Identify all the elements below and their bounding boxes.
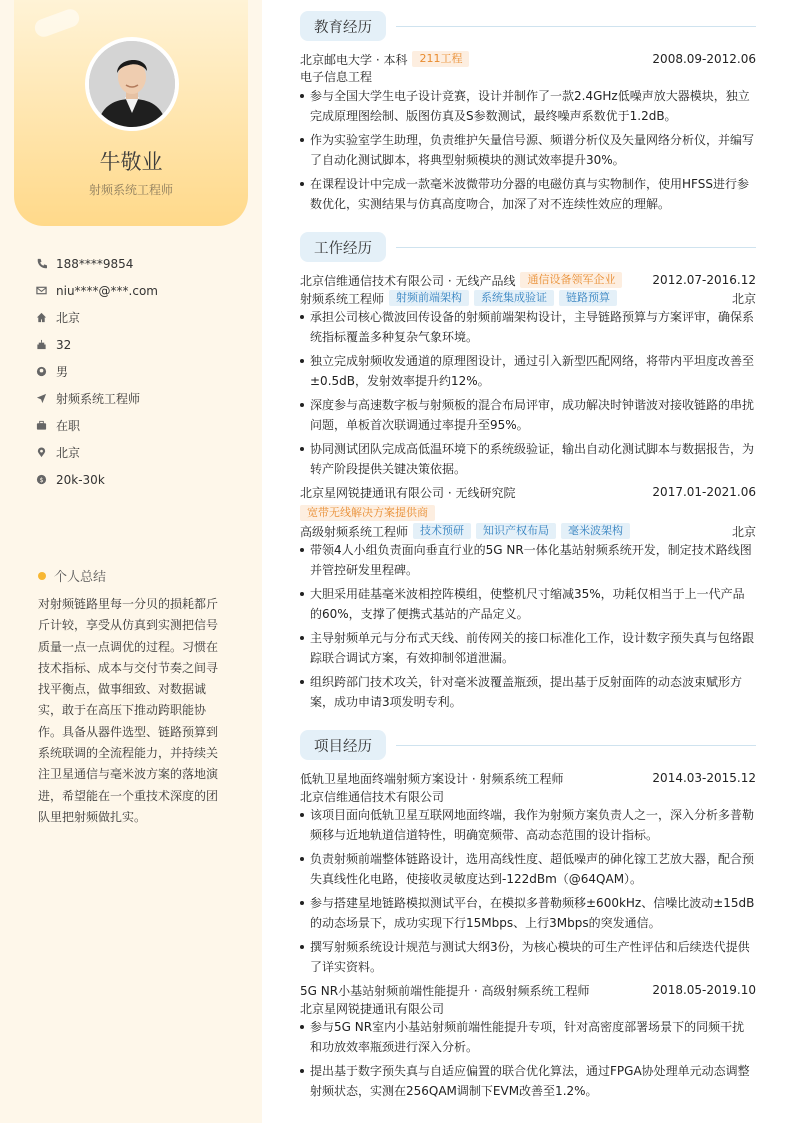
project-org: 北京星网锐捷通讯有限公司 [300, 1001, 445, 1016]
candidate-title: 射频系统工程师 [88, 183, 173, 197]
project-bullet: 提出基于数字预失真与自适应偏置的联合优化算法，通过FPGA协处理单元动态调整射频状态，实测在256QAM调制下EVM改善至1.2%。 [300, 1061, 756, 1101]
position-value: 射频系统工程师 [56, 392, 141, 406]
send-icon [36, 393, 47, 404]
city-value: 北京 [56, 311, 81, 325]
location-value: 北京 [56, 446, 81, 460]
svg-text:$: $ [39, 475, 44, 484]
skill-tag: 射频前端架构 [389, 290, 469, 306]
divider [396, 247, 756, 248]
project-name: 低轨卫星地面终端射频方案设计 · 射频系统工程师 [300, 771, 564, 786]
salary-icon [36, 474, 47, 485]
skill-tag: 技术预研 [413, 523, 471, 539]
section-heading: 工作经历 [300, 232, 386, 262]
location-pin-icon [36, 447, 47, 458]
email-value: niu****@***.com [56, 283, 158, 298]
skill-tag: 毫米波架构 [561, 523, 630, 539]
education-bullet: 在课程设计中完成一款毫米波微带功分器的电磁仿真与实物制作，使用HFSS进行参数优化，实测结果与仿真高度吻合，加深了对不连续性效应的理解。 [300, 174, 756, 214]
candidate-name: 牛敬业 [99, 150, 163, 174]
salary-value: 20k-30k [56, 472, 105, 487]
job-bullet: 组织跨部门技术攻关，针对毫米波覆盖瓶颈，提出基于反射面阵的动态波束赋形方案，成功申请3项发明专利。 [300, 672, 756, 712]
education-header [300, 50, 756, 68]
info-status [36, 412, 158, 439]
project-bullet: 参与5G NR室内小基站射频前端性能提升专项，针对高密度部署场景下的同频干扰和功放效率瓶颈进行深入分析。 [300, 1017, 756, 1057]
cake-icon [36, 339, 47, 350]
project-bullet: 撰写射频系统设计规范与测试大纲3份，为核心模块的可生产性评估和后续迭代提供了详实资料。 [300, 937, 756, 977]
project-name: 5G NR小基站射频前端性能提升 · 高级射频系统工程师 [300, 983, 590, 998]
summary-heading [38, 566, 106, 585]
info-age [36, 331, 158, 358]
school-name: 北京邮电大学 · 本科 [300, 52, 408, 67]
email-icon [36, 285, 47, 296]
job-bullet: 大胆采用硅基毫米波相控阵模组，使整机尺寸缩减35%，功耗仅相当于上一代产品的60%，支撑了便携式基站的产品定义。 [300, 584, 756, 624]
info-salary [36, 466, 158, 493]
company-tag: 通信设备领军企业 [520, 272, 622, 288]
contact-info-list [36, 250, 158, 493]
education-major [300, 67, 756, 85]
age-value: 32 [56, 337, 72, 352]
sidebar [0, 0, 262, 1123]
company-tag: 宽带无线解决方案提供商 [300, 505, 435, 521]
project-org: 北京信维通信技术有限公司 [300, 789, 445, 804]
job-bullet: 深度参与高速数字板与射频板的混合布局评审，成功解决时钟谐波对接收链路的串扰问题，单板首次联调通过率提升至95%。 [300, 395, 756, 435]
company-name: 北京信维通信技术有限公司 · 无线产品线 [300, 273, 516, 288]
project-period: 2018.05-2019.10 [652, 983, 756, 997]
job-role-row [300, 522, 756, 540]
info-position [36, 385, 158, 412]
project-org-row [300, 787, 756, 805]
major-name: 电子信息工程 [300, 69, 373, 84]
job-header [300, 271, 756, 289]
job-role: 射频系统工程师 [300, 291, 385, 306]
section-heading: 教育经历 [300, 11, 386, 41]
project-bullet: 负责射频前端整体链路设计，选用高线性度、超低噪声的砷化镓工艺放大器，配合预失真线性化电路，使接收灵敏度达到-122dBm（@64QAM）。 [300, 849, 756, 889]
gender-value: 男 [56, 365, 69, 379]
job-bullet: 独立完成射频收发通道的原理图设计，通过引入新型匹配网络，将带内平坦度改善至±0.5dB，发射效率提升约12%。 [300, 351, 756, 391]
job-city: 北京 [731, 291, 756, 306]
avatar [85, 37, 179, 131]
project-header [300, 769, 756, 787]
job-header [300, 483, 756, 501]
education-period: 2008.09-2012.06 [652, 52, 756, 66]
section-projects [300, 730, 756, 760]
phone-icon [36, 258, 47, 269]
section-education [300, 11, 756, 41]
skill-tag: 链路预算 [559, 290, 617, 306]
info-phone [36, 250, 158, 277]
company-name: 北京星网锐捷通讯有限公司 · 无线研究院 [300, 485, 516, 500]
info-city [36, 304, 158, 331]
project-bullet: 参与搭建星地链路模拟测试平台，在模拟多普勒频移±600kHz、信噪比波动±15dB的动态场景下，成功实现下行15Mbps、上行3Mbps的突发通信。 [300, 893, 756, 933]
project-org-row [300, 999, 756, 1017]
phone-value: 188****9854 [56, 256, 134, 271]
project-bullet: 该项目面向低轨卫星互联网地面终端，我作为射频方案负责人之一，深入分析多普勒频移与近地轨道信道特性，明确宽频带、高动态范围的设计指标。 [300, 805, 756, 845]
skill-tag: 系统集成验证 [474, 290, 554, 306]
summary-text: 对射频链路里每一分贝的损耗都斤斤计较，享受从仿真到实测把信号质量一点一点调优的过程。习惯在技术指标、成本与交付节奏之间寻找平衡点，做事细致、对数据诚实，敢于在高压下推动跨职能协作。具备从器件选型、链路预算到系统联调的全流程能力，并持续关注卫星通信与毫米波方案的落地演进，希望能在一个重技术深度的团队里把射频做扎实。 [38, 597, 219, 824]
job-bullet: 带领4人小组负责面向垂直行业的5G NR一体化基站射频系统开发，制定技术路线图并管控研发里程碑。 [300, 540, 756, 580]
company-tag-row [300, 504, 756, 522]
school-tag: 211工程 [412, 51, 469, 67]
info-location [36, 439, 158, 466]
job-bullet: 协同测试团队完成高低温环境下的系统级验证，输出自动化测试脚本与数据报告，为转产阶段提供关键决策依据。 [300, 439, 756, 479]
education-bullet: 参与全国大学生电子设计竞赛，设计并制作了一款2.4GHz低噪声放大器模块，独立完成原理图绘制、版图仿真及S参数测试，最终噪声系数优于1.2dB。 [300, 86, 756, 126]
profile-header [14, 0, 248, 226]
summary-heading-label: 个人总结 [54, 570, 107, 585]
bullet-dot-icon [38, 572, 46, 580]
job-role-row [300, 289, 756, 307]
project-period: 2014.03-2015.12 [652, 771, 756, 785]
job-bullet: 承担公司核心微波回传设备的射频前端架构设计，主导链路预算与方案评审，确保系统指标覆盖多种复杂气象环境。 [300, 307, 756, 347]
section-heading: 项目经历 [300, 730, 386, 760]
job-role: 高级射频系统工程师 [300, 524, 409, 539]
divider [396, 745, 756, 746]
job-period: 2017.01-2021.06 [652, 485, 756, 499]
divider [396, 26, 756, 27]
decorative-shape [32, 7, 81, 40]
project-header [300, 981, 756, 999]
info-email [36, 277, 158, 304]
skill-tag: 知识产权布局 [476, 523, 556, 539]
info-gender [36, 358, 158, 385]
section-work [300, 232, 756, 262]
briefcase-icon [36, 420, 47, 431]
education-bullet: 作为实验室学生助理，负责维护矢量信号源、频谱分析仪及矢量网络分析仪，并编写了自动化测试脚本，将典型射频模块的测试效率提升30%。 [300, 130, 756, 170]
job-bullet: 主导射频单元与分布式天线、前传网关的接口标准化工作，设计数字预失真与包络跟踪联合调试方案，有效抑制邻道泄漏。 [300, 628, 756, 668]
home-icon [36, 312, 47, 323]
avatar-photo [89, 41, 175, 127]
gender-icon [36, 366, 47, 377]
job-period: 2012.07-2016.12 [652, 273, 756, 287]
status-value: 在职 [56, 419, 81, 433]
job-city: 北京 [731, 524, 756, 539]
